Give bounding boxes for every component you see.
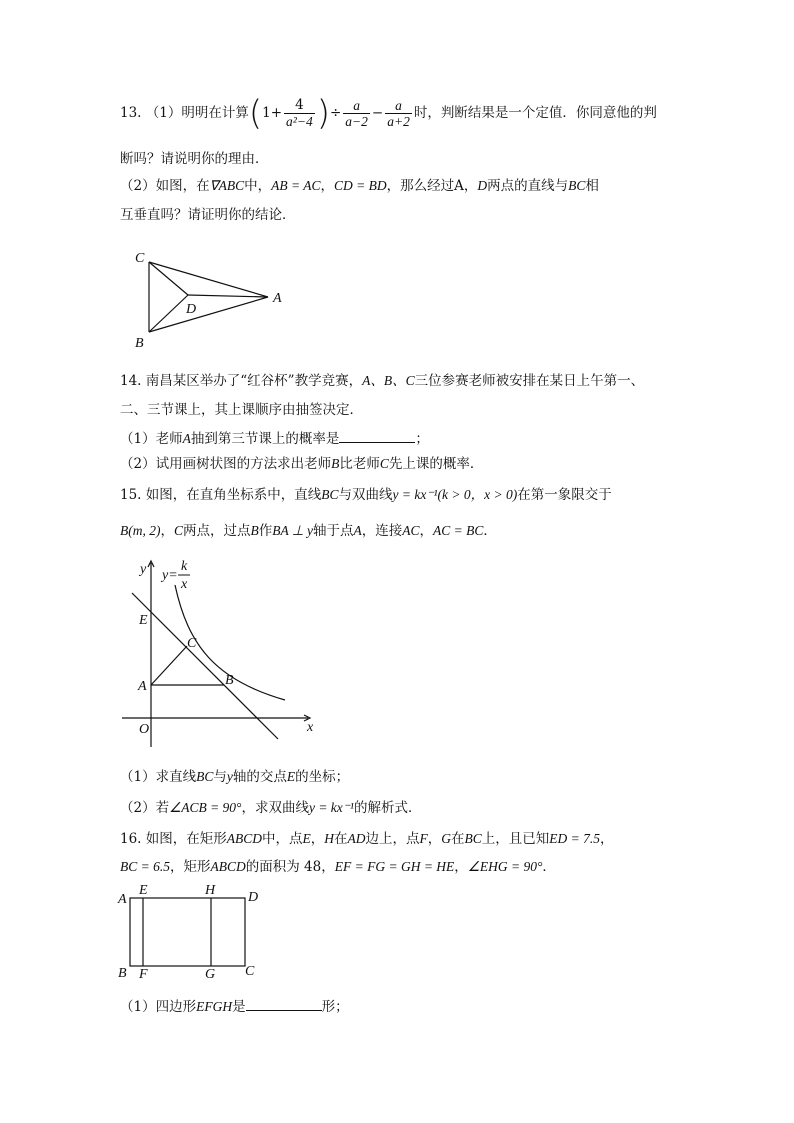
point-c: C <box>174 523 184 538</box>
q16-line2 <box>120 858 556 876</box>
text: 形； <box>321 999 349 1015</box>
ed-value: ED = 7.5 <box>549 831 601 846</box>
text: ， <box>600 831 614 847</box>
names: A、B、C <box>362 373 415 388</box>
q16-rectangle-figure <box>115 880 270 980</box>
q13-frac2 <box>343 98 370 129</box>
label-f: F <box>139 967 148 980</box>
q13-frac3-num: a <box>385 98 412 114</box>
text: 两点的直线与 <box>487 178 569 194</box>
line-bc: BC <box>321 487 339 502</box>
label-a: A <box>273 291 282 306</box>
q15-line1 <box>120 486 612 504</box>
point-label: D <box>477 178 488 193</box>
text: ， <box>427 831 442 847</box>
point-e: E <box>286 769 296 784</box>
label-x-axis: x <box>307 720 314 735</box>
angle: ∠ACB = 90° <box>169 800 242 815</box>
text: 在第一象限交于 <box>517 487 612 503</box>
q13-frac3-den: a+2 <box>387 114 410 129</box>
text: 的坐标； <box>295 769 350 785</box>
q15-part2 <box>120 799 421 817</box>
q13-frac3 <box>385 98 412 129</box>
text: 比老师 <box>339 456 380 472</box>
q13-p1-lead: （1）明明在计算 <box>145 105 249 121</box>
curve-k-label: k <box>181 559 188 574</box>
angle: ∠EHG = 90° <box>467 859 543 874</box>
perp: BA ⊥ y <box>272 523 314 538</box>
text: ，连接 <box>361 523 403 539</box>
text: 在 <box>451 831 465 847</box>
point-f: F <box>419 831 428 846</box>
text: （2）若 <box>120 800 170 816</box>
label-o: O <box>139 722 150 737</box>
rect-abcd <box>130 898 245 966</box>
text: 的面积为 48， <box>245 859 335 875</box>
equation: EF = FG = GH = HE <box>334 859 455 874</box>
text: ，那么经过A， <box>386 178 478 194</box>
text: ； <box>415 431 429 447</box>
label-g: G <box>205 967 216 980</box>
rect-name: ABCD <box>226 831 263 846</box>
q13-triangle-figure <box>130 245 290 350</box>
line-bc <box>132 593 278 739</box>
text: 在 <box>334 831 348 847</box>
y-var: y <box>226 769 233 784</box>
q13-tri: ∇ABC <box>209 178 245 193</box>
text: ， <box>320 178 334 194</box>
label-a: A <box>118 892 127 907</box>
q15-part1 <box>120 768 349 786</box>
q15-line2 <box>120 522 497 540</box>
label-e: E <box>139 613 148 628</box>
text: ，矩形 <box>170 859 211 875</box>
text: 16. 如图，在矩形 <box>120 831 227 847</box>
q13-frac2-den: a−2 <box>345 114 368 129</box>
quad-name: EFGH <box>196 999 233 1014</box>
teacher-a: A <box>182 431 191 446</box>
label-y-axis: y <box>140 562 147 577</box>
answer-blank[interactable] <box>246 996 322 1011</box>
text: 14. 南昌某区举办了“红谷杯”教学竞赛， <box>120 373 363 389</box>
q13-eq2: CD = BD <box>333 178 387 193</box>
label-d: D <box>248 890 259 905</box>
text: 上，且已知 <box>481 831 550 847</box>
q15-coordinate-figure <box>120 555 320 760</box>
label-b: B <box>118 966 127 980</box>
q13-line4: 互垂直吗？请证明你的结论． <box>120 207 296 223</box>
text: 相 <box>585 178 599 194</box>
text: （1）四边形 <box>120 999 197 1015</box>
q13-div: ÷ <box>329 105 342 121</box>
segment-ac: AC <box>402 523 420 538</box>
text: ， <box>454 859 468 875</box>
segment-label: BC <box>568 178 586 193</box>
point-a: A <box>353 523 362 538</box>
point-b: B(m, 2) <box>120 523 161 538</box>
label-b: B <box>135 336 144 350</box>
text: 轴的交点 <box>232 769 287 785</box>
q14-line4 <box>120 455 483 473</box>
q13-one-plus: 1+ <box>262 105 283 121</box>
segment-ac <box>151 646 187 685</box>
q13-p1-tail: 时，判断结果是一个定值．你同意他的判 <box>413 105 657 121</box>
curve-x-label: x <box>181 577 188 592</box>
curve-y-label: y= <box>162 568 178 583</box>
q13-line3 <box>120 177 599 195</box>
side-bc: BC <box>464 831 482 846</box>
text: 三位参赛老师被安排在某日上午第一、 <box>414 373 645 389</box>
q14-line1 <box>120 372 644 390</box>
condition: (k > 0，x > 0) <box>437 487 518 502</box>
point-h: H <box>324 831 335 846</box>
line-bc: BC <box>196 769 214 784</box>
left-paren: ( <box>248 93 263 134</box>
q13-minus: − <box>371 105 384 121</box>
text: 中，点 <box>262 831 303 847</box>
label-c: C <box>135 251 145 266</box>
label-d: D <box>186 302 197 317</box>
teacher-b: B <box>331 456 340 471</box>
point-b: B <box>250 523 259 538</box>
text: 先上课的概率． <box>388 456 484 472</box>
text: ， <box>310 831 325 847</box>
q13-frac1-num: 4 <box>284 98 315 114</box>
answer-blank[interactable] <box>339 428 415 443</box>
q13-number: 13. <box>120 105 142 121</box>
text: （1）求直线 <box>120 769 197 785</box>
q13-frac2-num: a <box>343 98 370 114</box>
text: 中， <box>244 178 272 194</box>
label-a: A <box>138 679 147 694</box>
point-g: G <box>441 831 452 846</box>
q16-part1 <box>120 996 349 1016</box>
label-e: E <box>139 883 148 898</box>
q13-line1 <box>120 93 657 134</box>
segment-cd <box>149 262 188 295</box>
text: （2）如图，在 <box>120 178 210 194</box>
text: 轴于点 <box>313 523 354 539</box>
text: ， <box>160 523 174 539</box>
text: ， <box>419 523 434 539</box>
hyperbola-eq: y = kx⁻¹ <box>392 487 438 502</box>
label-c: C <box>187 636 197 651</box>
label-h: H <box>205 883 216 898</box>
text: ． <box>542 859 556 875</box>
text: 边上，点 <box>365 831 420 847</box>
rect-name: ABCD <box>210 859 246 874</box>
q16-line1 <box>120 830 614 848</box>
hyperbola-eq: y = kx⁻¹ <box>308 800 354 815</box>
label-c: C <box>245 964 255 979</box>
text: 15. 如图，在直角坐标系中，直线 <box>120 487 322 503</box>
segment-da <box>188 295 268 297</box>
text: 作 <box>258 523 273 539</box>
label-b: B <box>225 673 234 688</box>
point-e: E <box>302 831 311 846</box>
q13-line2: 断吗？请说明你的理由． <box>120 151 269 167</box>
q14-line2: 二、三节课上，其上课顺序由抽签决定． <box>120 402 363 418</box>
q13-eq1: AB = AC <box>271 178 321 193</box>
segment-ca <box>149 262 268 297</box>
text: （2）试用画树状图的方法求出老师 <box>120 456 332 472</box>
text: 两点，过点 <box>183 523 251 539</box>
teacher-c: C <box>379 456 389 471</box>
text: 抽到第三节课上的概率是 <box>190 431 340 447</box>
text: （1）老师 <box>120 431 183 447</box>
text: 是 <box>232 999 246 1015</box>
text: ，求双曲线 <box>241 800 309 816</box>
text: 的解析式． <box>353 800 422 816</box>
text: 与双曲线 <box>338 487 393 503</box>
side-ad: AD <box>347 831 366 846</box>
bc-value: BC = 6.5 <box>120 859 170 874</box>
text: 与 <box>213 769 227 785</box>
q14-line3 <box>120 428 429 448</box>
text: ． <box>483 523 497 539</box>
q13-frac1 <box>284 98 315 129</box>
equation: AC = BC <box>433 523 484 538</box>
q13-frac1-den: a²−4 <box>286 114 313 129</box>
right-paren: ) <box>316 93 330 134</box>
